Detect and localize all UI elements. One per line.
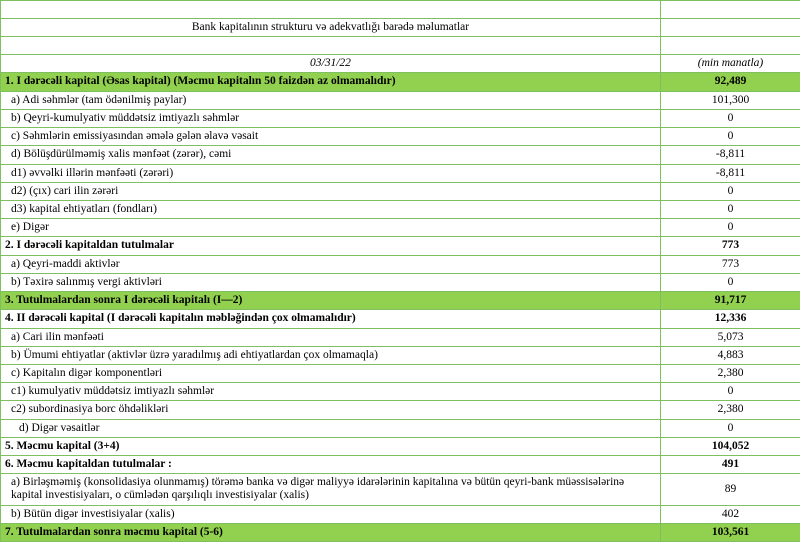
row-value: 2,380 <box>661 401 800 419</box>
date-unit-row <box>1 55 800 73</box>
row-value: 92,489 <box>661 73 800 91</box>
row-value: 101,300 <box>661 91 800 109</box>
table-row <box>1 109 800 127</box>
row-value: 0 <box>661 109 800 127</box>
table-row <box>1 523 800 541</box>
document-title-value-cell <box>661 19 800 37</box>
table-row <box>1 164 800 182</box>
row-label: c2) subordinasiya borc öhdəlikləri <box>1 401 661 419</box>
top-spacer-label-cell <box>1 1 661 19</box>
row-value: 0 <box>661 200 800 218</box>
row-value: 2,380 <box>661 364 800 382</box>
row-label: a) Adi səhmlər (tam ödənilmiş paylar) <box>1 91 661 109</box>
row-label: b) Təxirə salınmış vergi aktivləri <box>1 273 661 291</box>
row-value: 0 <box>661 383 800 401</box>
row-label: b) Qeyri-kumulyativ müddətsiz imtiyazlı səhmlər <box>1 109 661 127</box>
row-value: 491 <box>661 456 800 474</box>
table-row <box>1 91 800 109</box>
row-value: 12,336 <box>661 310 800 328</box>
row-label: 6. Məcmu kapitaldan tutulmalar : <box>1 456 661 474</box>
row-label: d) Bölüşdürülməmiş xalis mənfəət (zərər), cəmi <box>1 146 661 164</box>
row-label: b) Bütün digər investisiyalar (xalis) <box>1 505 661 523</box>
row-value: 0 <box>661 182 800 200</box>
row-value: 0 <box>661 128 800 146</box>
row-value: 5,073 <box>661 328 800 346</box>
row-label: 5. Məcmu kapital (3+4) <box>1 437 661 455</box>
row-label: 2. I dərəcəli kapitaldan tutulmalar <box>1 237 661 255</box>
table-row <box>1 128 800 146</box>
table-row <box>1 237 800 255</box>
row-label: 7. Tutulmalardan sonra məcmu kapital (5-6) <box>1 523 661 541</box>
row-value: 104,052 <box>661 437 800 455</box>
row-value: 103,561 <box>661 523 800 541</box>
row-label: a) Cari ilin mənfəəti <box>1 328 661 346</box>
row-label: b) Ümumi ehtiyatlar (aktivlər üzrə yaradılmış adi ehtiyatlardan çox olmamaqla) <box>1 346 661 364</box>
top-spacer-value-cell <box>661 1 800 19</box>
table-row <box>1 505 800 523</box>
row-label: d3) kapital ehtiyatları (fondları) <box>1 200 661 218</box>
table-row <box>1 419 800 437</box>
row-value: 0 <box>661 273 800 291</box>
row-label: a) Qeyri-maddi aktivlər <box>1 255 661 273</box>
table-row <box>1 292 800 310</box>
row-value: -8,811 <box>661 164 800 182</box>
table-row <box>1 219 800 237</box>
row-label: d) Digər vəsaitlər <box>1 419 661 437</box>
table-row <box>1 383 800 401</box>
table-body <box>1 1 800 542</box>
table-row <box>1 200 800 218</box>
top-spacer-row <box>1 1 800 19</box>
table-row <box>1 328 800 346</box>
unit-label: (min manatla) <box>661 55 800 73</box>
table-row <box>1 146 800 164</box>
document-title-row <box>1 19 800 37</box>
row-value: 0 <box>661 419 800 437</box>
row-value: 773 <box>661 237 800 255</box>
table-row <box>1 401 800 419</box>
row-label: c) Səhmlərin emissiyasından əmələ gələn əlavə vəsait <box>1 128 661 146</box>
row-label: 4. II dərəcəli kapital (I dərəcəli kapitalın məbləğindən çox olmamalıdır) <box>1 310 661 328</box>
table-row <box>1 364 800 382</box>
table-row <box>1 273 800 291</box>
table-row <box>1 310 800 328</box>
row-value: 4,883 <box>661 346 800 364</box>
blank-value-cell <box>661 37 800 55</box>
table-row <box>1 437 800 455</box>
row-value: -8,811 <box>661 146 800 164</box>
table-row <box>1 346 800 364</box>
row-value: 0 <box>661 219 800 237</box>
table-row <box>1 255 800 273</box>
row-label: d2) (çıx) cari ilin zərəri <box>1 182 661 200</box>
table-row <box>1 456 800 474</box>
blank-label-cell <box>1 37 661 55</box>
row-label: d1) əvvəlki illərin mənfəəti (zərəri) <box>1 164 661 182</box>
row-value: 89 <box>661 474 800 505</box>
table-row <box>1 474 800 505</box>
document-title: Bank kapitalının strukturu və adekvatlığı barədə məlumatlar <box>1 19 661 37</box>
row-value: 773 <box>661 255 800 273</box>
row-value: 402 <box>661 505 800 523</box>
row-label: e) Digər <box>1 219 661 237</box>
row-label: c1) kumulyativ müddətsiz imtiyazlı səhmlər <box>1 383 661 401</box>
row-label: 1. I dərəcəli kapital (Əsas kapital) (Məcmu kapitalın 50 faizdən az olmamalıdır) <box>1 73 661 91</box>
table-row <box>1 182 800 200</box>
row-label: c) Kapitalın digər komponentləri <box>1 364 661 382</box>
row-value: 91,717 <box>661 292 800 310</box>
blank-separator-row <box>1 37 800 55</box>
row-label: 3. Tutulmalardan sonra I dərəcəli kapitalı (I—2) <box>1 292 661 310</box>
table-row <box>1 73 800 91</box>
report-date: 03/31/22 <box>1 55 661 73</box>
row-label: a) Birləşməmiş (konsolidasiya olunmamış) törəmə banka və digər maliyyə idarələrinin kapitalına və bütün qeyri-bank müəssisələrinə kapital investisiyaları, o cümlədən qarşılıqlı investisiyalar (xalis) <box>1 474 661 505</box>
